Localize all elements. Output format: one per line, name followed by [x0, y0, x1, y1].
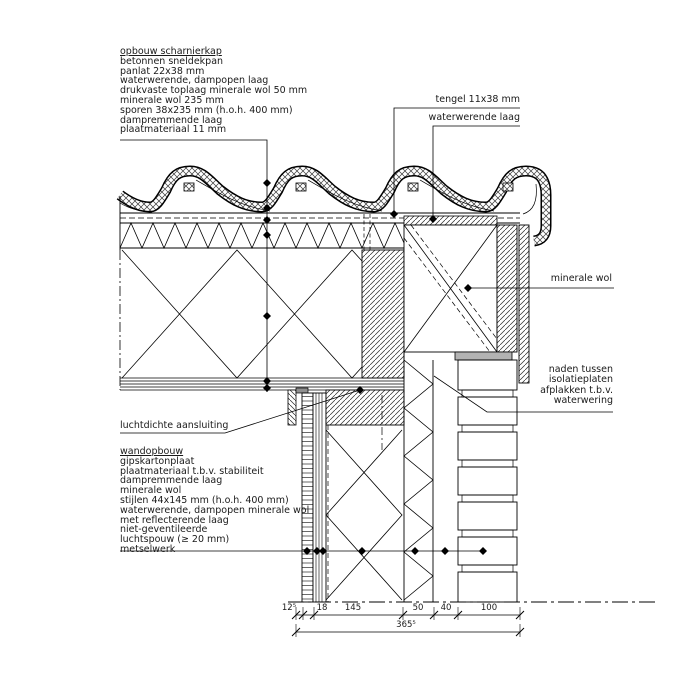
roof-spec-block	[120, 47, 307, 135]
roof-spec-item: panlat 22x38 mm	[120, 65, 205, 77]
roof-spec-title: opbouw scharnierkap	[120, 46, 222, 57]
dim-12-5: 12⁵	[281, 603, 297, 613]
waterwerende-laag-label: waterwerende laag	[428, 112, 520, 123]
wall-spec-item: stijlen 44x145 mm (h.o.h. 400 mm)	[120, 494, 289, 506]
panlat-battens	[184, 183, 513, 191]
dim-50: 50	[412, 603, 424, 613]
wall-spec-item: waterwerende, dampopen minerale wol	[120, 504, 310, 516]
wall-spec-item: plaatmateriaal t.b.v. stabiliteit	[120, 465, 264, 477]
sealant-cap	[296, 388, 308, 393]
wall-spec-block	[120, 447, 309, 555]
wall-spec-item: luchtspouw (≥ 20 mm)	[120, 534, 230, 546]
dim-18: 18	[316, 603, 328, 613]
wall-insulation-symbol	[326, 430, 402, 600]
wall-spec-item: dampremmende laag	[120, 475, 223, 487]
naden-label-line: afplakken t.b.v.	[540, 384, 613, 396]
roof-spec-item: minerale wol 235 mm	[120, 94, 224, 106]
seal-block	[288, 390, 296, 425]
wall-spec-item: met reflecterende laag	[120, 514, 229, 526]
roof-spec-item: betonnen sneldekpan	[120, 55, 224, 67]
tengel-label: tengel 11x38 mm	[435, 94, 520, 105]
timber-head-plate	[326, 390, 404, 425]
roof-spec-item: waterwerende, dampopen laag	[120, 75, 269, 87]
naden-label-line: waterwering	[553, 395, 613, 407]
wall-spec-item: metselwerk	[120, 543, 176, 555]
naden-label-line: naden tussen	[548, 364, 613, 375]
naden-label	[490, 365, 613, 407]
dim-40: 40	[440, 603, 452, 613]
roof-spec-item: dampremmende laag	[120, 114, 223, 126]
reflective-wool-zigzag	[404, 360, 433, 600]
dim-145: 145	[344, 603, 362, 613]
naden-label-line: isolatieplaten	[548, 374, 613, 386]
lead-flashing	[455, 352, 512, 360]
tengel-strip	[404, 216, 497, 225]
roof-spec-item: plaatmateriaal 11 mm	[120, 124, 227, 136]
luchtdicht-label: luchtdichte aansluiting	[120, 420, 229, 431]
wall-spec-item: niet-geventileerde	[120, 524, 208, 536]
minerale-wol-label: minerale wol	[550, 273, 612, 284]
wall-spec-item: minerale wol	[120, 485, 182, 497]
verge-timber-outer	[519, 225, 529, 383]
wall-spec-item: gipskartonplaat	[120, 455, 195, 467]
roof-spec-item: sporen 38x235 mm (h.o.h. 400 mm)	[120, 104, 293, 116]
dim-total: 365⁵	[396, 620, 416, 630]
verge-timber-inner	[497, 225, 517, 352]
stability-board	[313, 393, 326, 602]
dim-100: 100	[480, 603, 498, 613]
wall-spec-title: wandopbouw	[120, 446, 184, 457]
wall-head-insulation-box	[404, 216, 529, 383]
roof-spec-item: drukvaste toplaag minerale wol 50 mm	[120, 85, 308, 97]
timber-wall-plate	[362, 250, 404, 378]
roof-insulation-symbol	[122, 250, 362, 378]
